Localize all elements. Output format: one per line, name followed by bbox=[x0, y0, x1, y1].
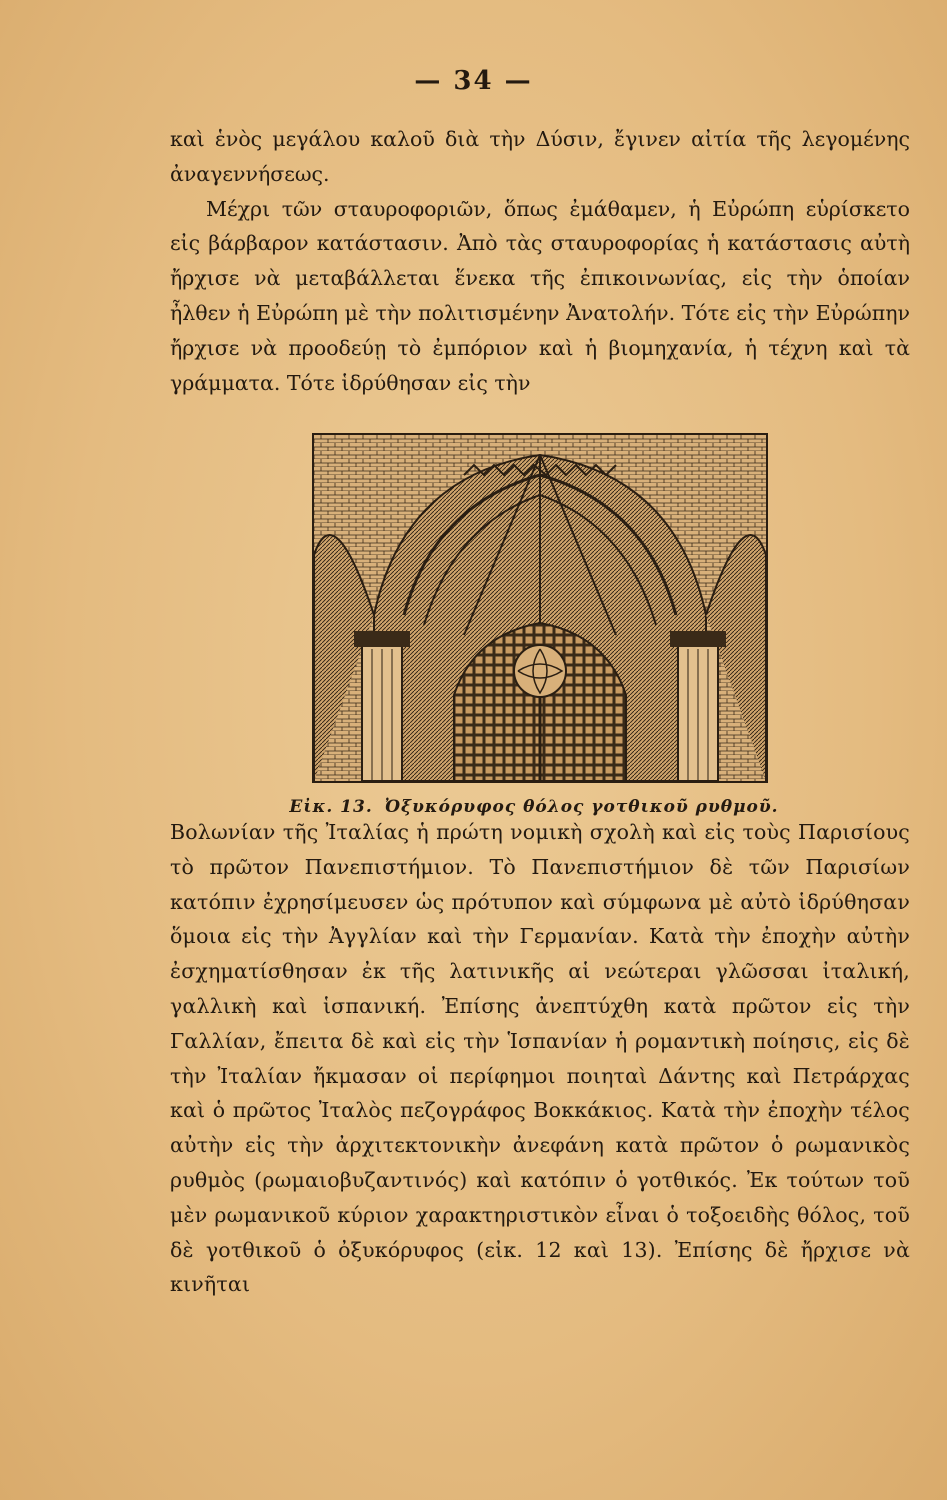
figure-caption bbox=[260, 797, 820, 817]
page-number: — 34 — bbox=[414, 66, 533, 96]
paragraph-1-body: Μέχρι τῶν σταυροφοριῶν, ὅπως ἐμάθαμεν, ἡ Εὐρώπη εὑρίσκετο εἰς βάρβαρον κατάστασιν. Ἀπὸ τὰς σταυροφορίας ἡ κατάστασις αὐτὴ ἤρχισε νὰ μεταβάλλεται ἕνεκα τῆς ἐπικοινωνίας, εἰς τὴν ὁποίαν ἦλθεν ἡ Εὐρώπη μὲ τὴν πολιτισμένην Ἀνατολήν. Τότε εἰς τὴν Εὐρώπην ἤρχισε νὰ προοδεύῃ τὸ ἐμπόριον καὶ ἡ βιομηχανία, ἡ τέχνη καὶ τὰ γράμματα. Τότε ἱδρύθησαν εἰς τὴν bbox=[170, 196, 910, 395]
paragraph-1-continuation: καὶ ἑνὸς μεγάλου καλοῦ διὰ τὴν Δύσιν, ἔγινεν αἰτία τῆς λεγομένης ἀναγεννήσεως. bbox=[170, 127, 910, 186]
figure-caption-text: Ὀξυκόρυφος θόλος γοτθικοῦ ρυθμοῦ. bbox=[384, 797, 779, 817]
paragraph-1 bbox=[170, 122, 910, 400]
gothic-vault-illustration bbox=[312, 433, 768, 783]
figure-label: Εἰκ. 13. bbox=[289, 797, 373, 817]
paragraph-2: Βολωνίαν τῆς Ἰταλίας ἡ πρώτη νομικὴ σχολὴ καὶ εἰς τοὺς Παρισίους τὸ πρῶτον Πανεπιστήμιον. Τὸ Πανεπιστήμιον δὲ τῶν Παρισίων κατόπιν ἐχρησίμευσεν ὡς πρότυπον καὶ σύμφωνα μὲ αὐτὸ ἱδρύθησαν ὅμοια εἰς τὴν Ἀγγλίαν καὶ τὴν Γερμανίαν. Κατὰ τὴν ἐποχὴν αὐτὴν ἐσχηματίσθησαν ἐκ τῆς λατινικῆς αἱ νεώτεραι γλῶσσαι ἰταλική, γαλλικὴ καὶ ἱσπανική. Ἐπίσης ἀνεπτύχθη κατὰ πρῶτον εἰς τὴν Γαλλίαν, ἔπειτα δὲ καὶ εἰς τὴν Ἱσπανίαν ἡ ρομαντικὴ ποίησις, εἰς δὲ τὴν Ἰταλίαν ἤκμασαν οἱ περίφημοι ποιηταὶ Δάντης καὶ Πετράρχας καὶ ὁ πρῶτος Ἰταλὸς πεζογράφος Βοκκάκιος. Κατὰ τὴν ἐποχὴν τέλος αὐτὴν εἰς τὴν ἀρχιτεκτονικὴν ἀνεφάνη κατὰ πρῶτον ὁ ρωμανικὸς ρυθμὸς (ρωμαιοβυζαντινός) καὶ κατόπιν ὁ γοτθικός. Ἐκ τούτων τοῦ μὲν ρωμανικοῦ κύριον χαρακτηριστικὸν εἶναι ὁ τοξοειδὴς θόλος, τοῦ δὲ γοτθικοῦ ὁ ὀξυκόρυφος (εἰκ. 12 καὶ 13). Ἐπίσης δὲ ἤρχισε νὰ κινῆται bbox=[170, 820, 910, 1297]
